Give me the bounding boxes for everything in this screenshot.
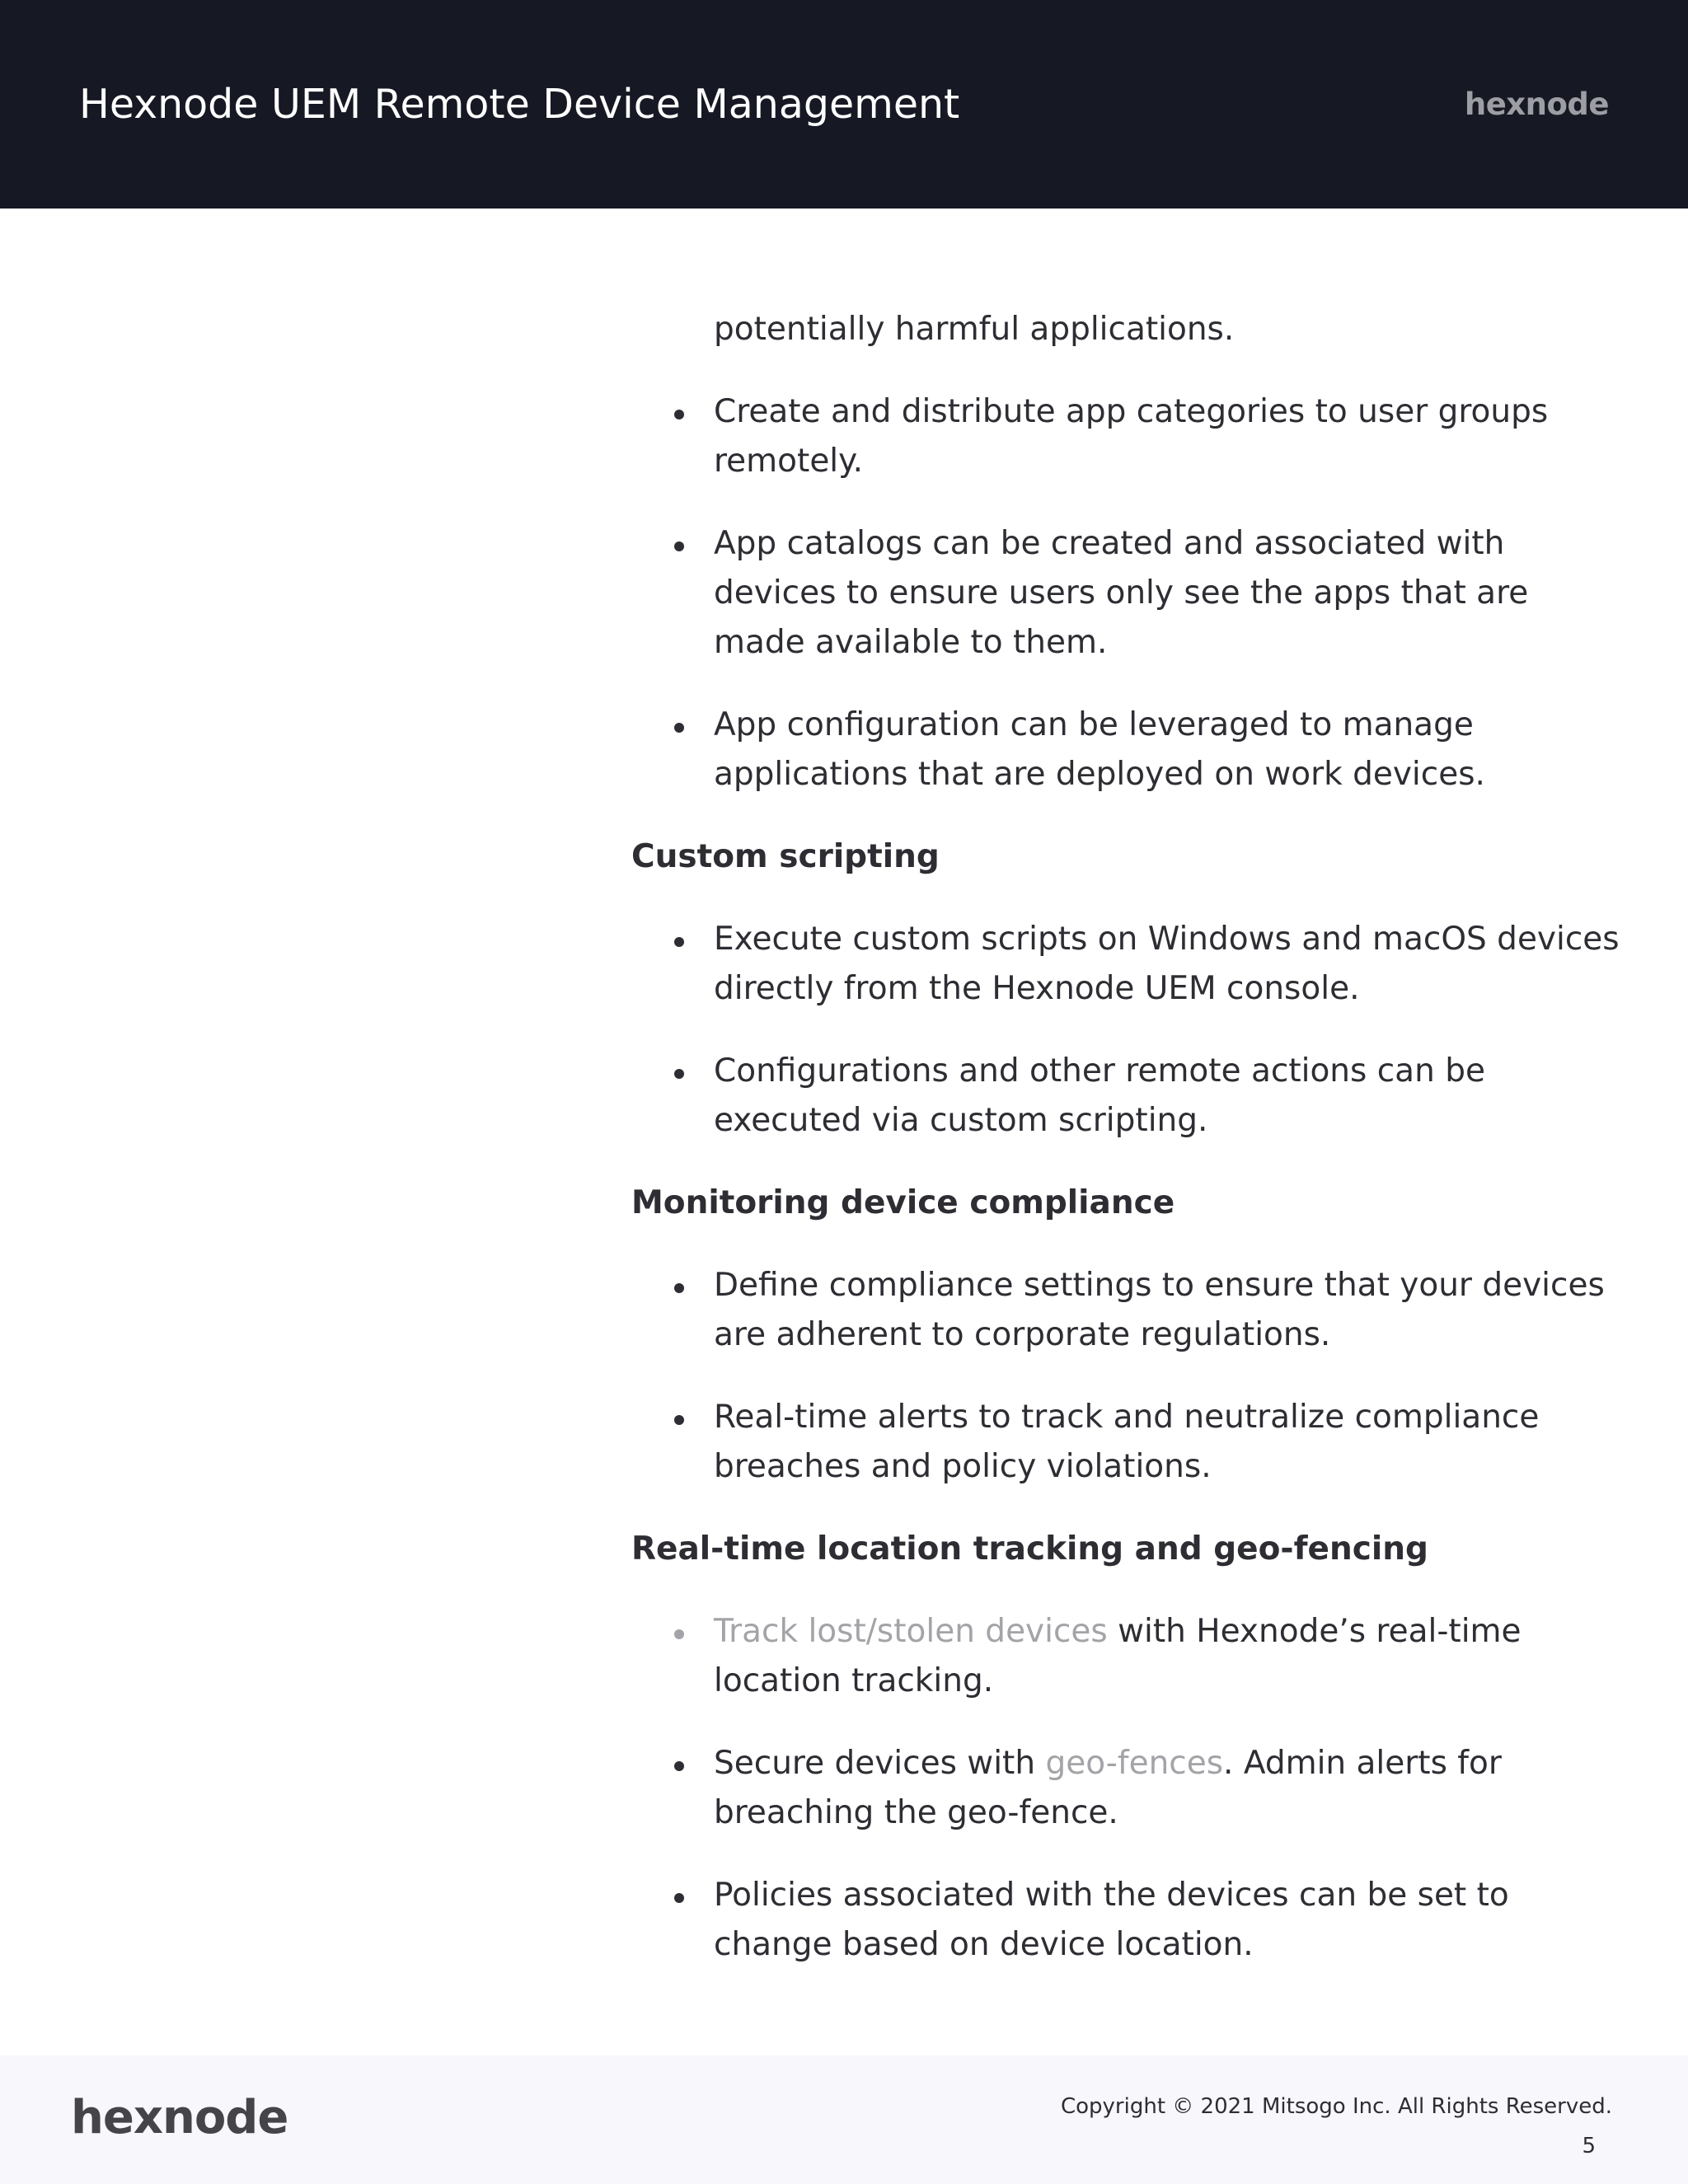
location-tracking-list [631,1607,1620,1970]
copyright-text: Copyright © 2021 Mitsogo Inc. All Rights Reserved. [1060,2094,1612,2119]
list-item [631,1393,1620,1492]
geo-fences-link[interactable]: geo-fences [1045,1745,1224,1782]
continued-text: potentially harmful applications. [714,311,1235,348]
list-item [631,1261,1620,1360]
document-title: Hexnode UEM Remote Device Management [79,81,960,128]
bullet-icon [674,1415,684,1425]
bullet-icon [674,723,684,733]
list-item-text: App catalogs can be created and associated with devices to ensure users only see the apps that are made available to them. [714,525,1529,661]
list-item-text: Secure devices with [714,1745,1046,1782]
bullet-icon [674,1761,684,1771]
list-item-text: Configurations and other remote actions can be executed via custom scripting. [714,1052,1485,1139]
page-number: 5 [1582,2134,1596,2158]
bullet-icon [674,1283,684,1293]
list-item-text: Real-time alerts to track and neutralize compliance breaches and policy violations. [714,1399,1540,1485]
hexnode-logo: hexnode [71,2091,288,2144]
list-item-text: . Admin alerts for breaching the geo-fence. [714,1745,1502,1831]
bullet-icon [674,410,684,419]
list-item-text: Execute custom scripts on Windows and macOS devices directly from the Hexnode UEM console. [714,921,1620,1007]
bullet-icon [674,1069,684,1079]
list-item [631,701,1620,799]
list-item-text: Create and distribute app categories to user groups remotely. [714,393,1549,480]
section-heading-compliance: Monitoring device compliance [631,1184,1175,1221]
main-content [631,305,1620,2003]
list-item-text: with Hexnode’s real-time location tracking. [714,1613,1522,1699]
list-item-text: App configuration can be leveraged to manage applications that are deployed on work devices. [714,706,1485,793]
list-item [631,1871,1620,1970]
page-header [0,0,1688,209]
page-footer [0,2055,1688,2184]
list-item [631,519,1620,668]
hexnode-logo: hexnode [1464,87,1609,122]
section-heading-location-tracking: Real-time location tracking and geo-fencing [631,1530,1428,1568]
list-item-text: Policies associated with the devices can be set to change based on device location. [714,1877,1509,1963]
app-management-list [631,387,1620,799]
list-item [631,387,1620,486]
bullet-icon [674,1893,684,1903]
custom-scripting-list [631,915,1620,1146]
bullet-icon [674,1629,684,1639]
list-item [631,915,1620,1014]
bullet-icon [674,541,684,551]
list-item [631,1607,1620,1706]
compliance-list [631,1261,1620,1492]
section-heading-custom-scripting: Custom scripting [631,838,940,875]
list-item [631,1047,1620,1146]
track-lost-devices-link[interactable]: Track lost/stolen devices [714,1613,1108,1650]
list-item [631,1739,1620,1838]
bullet-icon [674,937,684,947]
list-item-text: Define compliance settings to ensure that your devices are adherent to corporate regulations. [714,1267,1605,1353]
